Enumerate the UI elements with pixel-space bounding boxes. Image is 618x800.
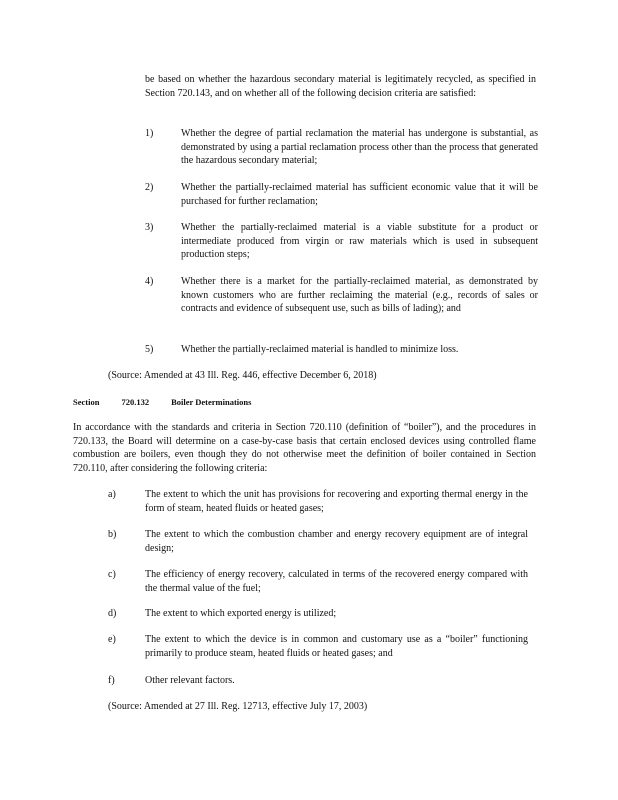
criterion-3	[145, 221, 538, 261]
source-note: (Source: Amended at 27 Ill. Reg. 12713, effective July 17, 2003)	[108, 701, 368, 712]
criterion-5	[145, 343, 538, 357]
criterion-text: The extent to which the device is in common and customary use as a “boiler” functioning primarily to produce steam, heated fluids or heated gases; and	[145, 634, 528, 659]
criterion-text: The extent to which exported energy is utilized;	[145, 608, 337, 619]
intro-paragraph: be based on whether the hazardous secondary material is legitimately recycled, as specified in Section 720.143, and on whether all of the following decision criteria are satisfied:	[145, 74, 536, 99]
criterion-number: 2)	[145, 182, 154, 193]
criterion-b	[108, 528, 528, 556]
criterion-text: Whether the partially-reclaimed material is handled to minimize loss.	[181, 344, 459, 355]
criterion-f	[108, 674, 528, 688]
criterion-number: 3)	[145, 222, 154, 233]
criterion-number: 4)	[145, 276, 154, 287]
criterion-letter: b)	[108, 529, 117, 540]
criterion-text: Whether there is a market for the partially-reclaimed material, as demonstrated by known customers who are further reclaiming the material (e.g., records of sales or contracts and evidence of subsequent use, such as bills of lading); and	[181, 276, 538, 314]
criterion-4	[145, 275, 538, 329]
section-intro-paragraph: In accordance with the standards and criteria in Section 720.110 (definition of “boiler”), and the procedures in 720.133, the Board will determine on a case-by-case basis that certain enclosed devices using controlled flame combustion are boilers, even though they do not otherwise meet the definition of boiler contained in Section 720.110, after considering the following criteria:	[73, 422, 536, 474]
source-note: (Source: Amended at 43 Ill. Reg. 446, effective December 6, 2018)	[108, 370, 377, 381]
criterion-text: The efficiency of energy recovery, calculated in terms of the recovered energy compared with the thermal value of the fuel;	[145, 569, 528, 594]
criterion-2	[145, 181, 538, 209]
criterion-letter: c)	[108, 569, 116, 580]
criterion-number: 1)	[145, 128, 154, 139]
section-label: Section	[73, 397, 100, 407]
criterion-c	[108, 568, 528, 596]
criterion-text: The extent to which the unit has provisions for recovering and exporting thermal energy in the form of steam, heated fluids or heated gases;	[145, 489, 528, 514]
criterion-text: Whether the degree of partial reclamation the material has undergone is substantial, as demonstrated by using a partial reclamation process other than the process that generated the hazardous secondary material;	[181, 128, 538, 166]
criterion-letter: d)	[108, 608, 117, 619]
criterion-text: Whether the partially-reclaimed material has sufficient economic value that it will be purchased for further reclamation;	[181, 182, 538, 207]
section-number: 720.132	[121, 397, 150, 407]
criterion-text: Whether the partially-reclaimed material is a viable substitute for a product or intermediate produced from virgin or raw materials which is used in subsequent production steps;	[181, 222, 538, 260]
criterion-text: Other relevant factors.	[145, 675, 235, 686]
criterion-letter: f)	[108, 675, 115, 686]
criterion-a	[108, 488, 528, 516]
criterion-letter: e)	[108, 634, 116, 645]
criterion-1	[145, 127, 538, 167]
section-heading	[73, 396, 373, 410]
criterion-text: The extent to which the combustion chamber and energy recovery equipment are of integral design;	[145, 529, 528, 554]
criterion-number: 5)	[145, 344, 154, 355]
section-title: Boiler Determinations	[171, 397, 252, 407]
criterion-d	[108, 607, 528, 621]
criterion-letter: a)	[108, 489, 116, 500]
criterion-e	[108, 633, 528, 661]
